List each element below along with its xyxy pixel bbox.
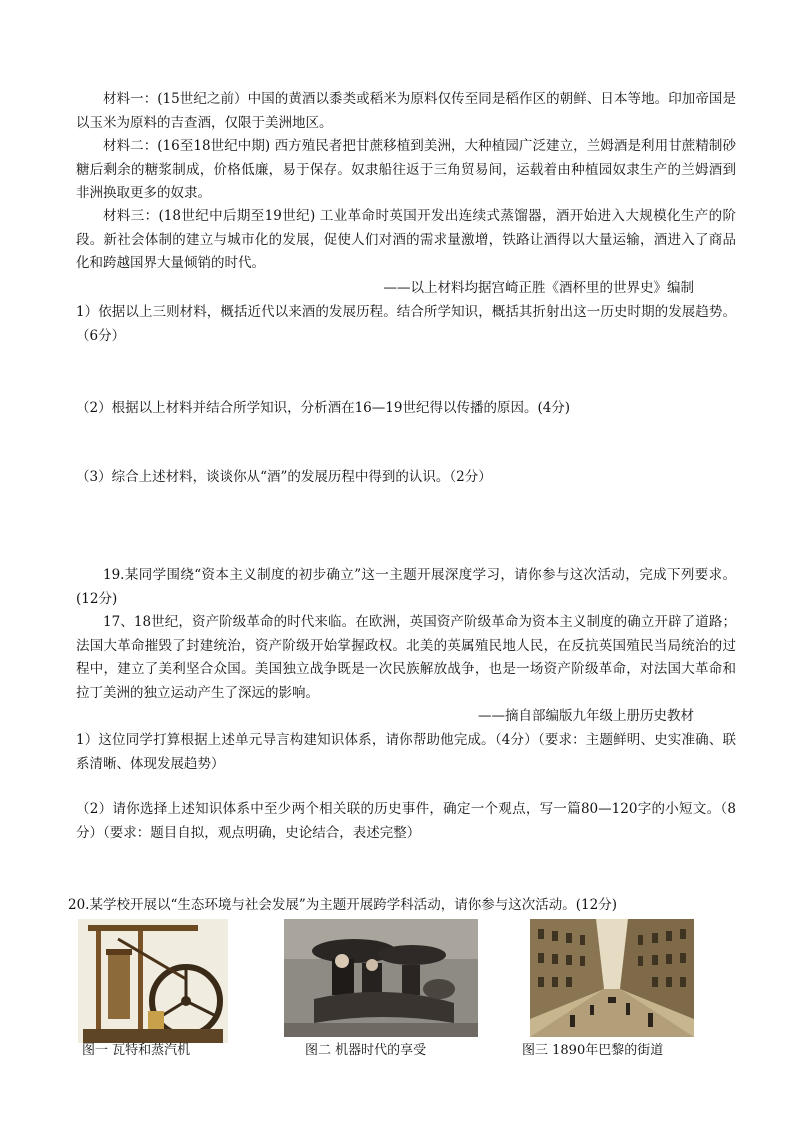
question-19-title: 19.某同学围绕“资本主义制度的初步确立”这一主题开展深度学习，请你参与这次活动，完成下列要求。(12分) [76, 567, 736, 607]
passage-source: ——摘自部编版九年级上册历史教材 [478, 708, 694, 724]
question-20-title: 20.某学校开展以“生态环境与社会发展”为主题开展跨学科活动，请你参与这次活动。(12分) [68, 897, 617, 913]
question-19-2: （2）请你选择上述知识体系中至少两个相关联的历史事件，确定一个观点，写一篇80—120字的小短文。（8分）（要求：题目自拟，观点明确，史论结合，表述完整） [76, 801, 736, 841]
material-source: ——以上材料均据宫崎正胜《酒杯里的世界史》编制 [383, 280, 694, 296]
figure-machine-age [284, 919, 478, 1037]
question-18-3: （3）综合上述材料，谈谈你从“酒”的发展历程中得到的认识。（2分） [76, 469, 492, 485]
question-18-2: （2）根据以上材料并结合所学知识，分析酒在16—19世纪得以传播的原因。(4分) [76, 400, 571, 416]
figure-steam-engine [78, 919, 228, 1043]
material-two: 材料二：(16至18世纪中期) 西方殖民者把甘蔗移植到美洲，大种植园广泛建立，兰姆酒是利用甘蔗精制砂糖后剩余的糖浆制成，价格低廉，易于保存。奴隶船往返于三角贸易间，运载着由种植园奴隶生产的兰姆酒到非洲换取更多的奴隶。 [76, 138, 736, 201]
question-18-1: 1）依据以上三则材料，概括近代以来酒的发展历程。结合所学知识，概括其折射出这一历史时期的发展趋势。（6分） [76, 304, 736, 344]
figure-caption-1: 图一 瓦特和蒸汽机 [82, 1043, 191, 1058]
question-19-1: 1）这位同学打算根据上述单元导言构建知识体系，请你帮助他完成。（4分）（要求：主题鲜明、史实准确、联系清晰、体现发展趋势） [76, 732, 736, 772]
material-one: 材料一：(15世纪之前）中国的黄酒以黍类或稻米为原料仅传至同是稻作区的朝鲜、日本等地。印加帝国是以玉米为原料的吉查酒，仅限于美洲地区。 [76, 91, 736, 131]
question-19-passage: 17、18世纪，资产阶级革命的时代来临。在欧洲，英国资产阶级革命为资本主义制度的确立开辟了道路；法国大革命摧毁了封建统治，资产阶级开始掌握政权。北美的英属殖民地人民，在反抗英国殖民当局统治的过程中，建立了美利坚合众国。美国独立战争既是一次民族解放战争，也是一场资产阶级革命，对法国大革命和拉丁美洲的独立运动产生了深远的影响。 [76, 614, 736, 701]
material-three: 材料三：(18世纪中后期至19世纪) 工业革命时英国开发出连续式蒸馏器，酒开始进入大规模化生产的阶段。新社会体制的建立与城市化的发展，促使人们对酒的需求量激增，铁路让酒得以大量运输，酒进入了商品化和跨越国界大量倾销的时代。 [76, 208, 736, 271]
figure-paris-street [530, 919, 694, 1037]
figure-caption-2: 图二 机器时代的享受 [305, 1043, 427, 1058]
figure-caption-3: 图三 1890年巴黎的街道 [522, 1043, 664, 1058]
